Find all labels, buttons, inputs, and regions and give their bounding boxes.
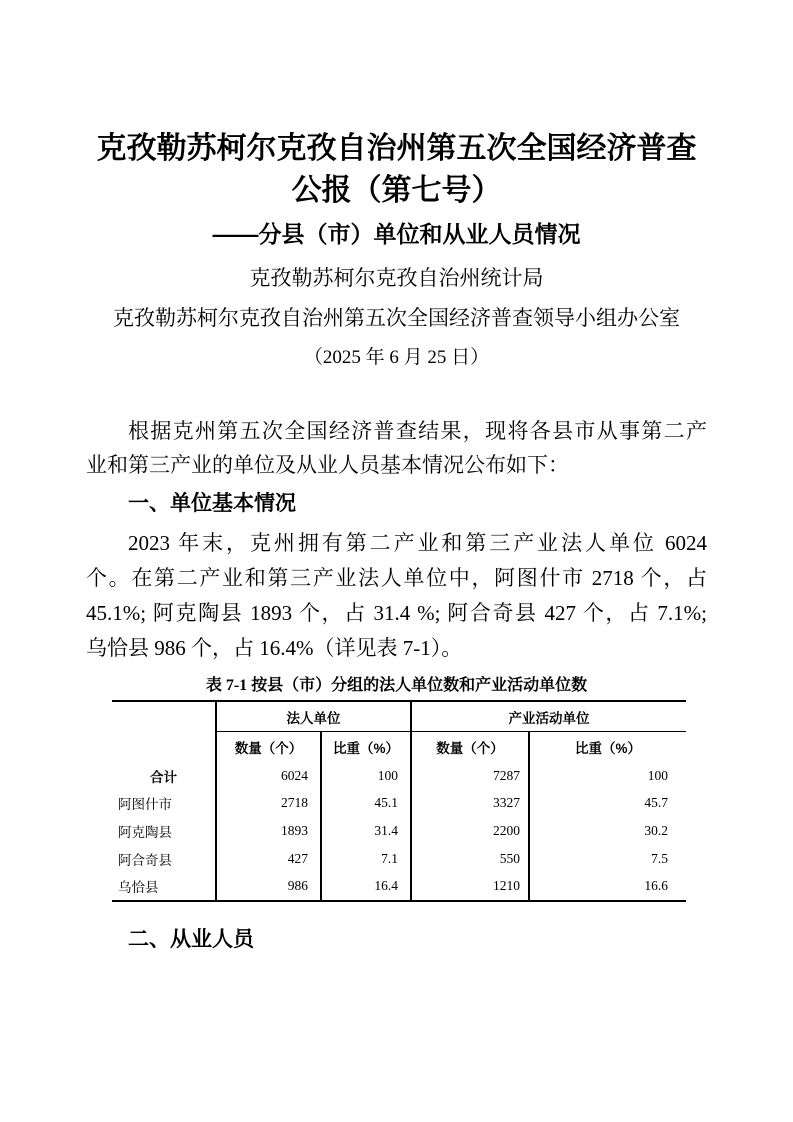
cell-atushi-legal-qty: 2718 (215, 790, 320, 818)
document-title-line-2: 公报（第七号） (291, 174, 502, 207)
group-header-legal-entities: 法人单位 (215, 702, 410, 732)
stats-paragraph-line-2: 个。在第二产业和第三产业法人单位中，阿图什市 2718 个，占 (86, 566, 707, 590)
document-title-line-1: 克孜勒苏柯尔克孜自治州第五次全国经济普查 (96, 132, 697, 165)
cell-atushi-legal-pct: 45.1 (320, 790, 410, 818)
intro-paragraph-line-2: 业和第三产业的单位及从业人员基本情况公布如下： (86, 453, 569, 477)
intro-paragraph (86, 414, 707, 482)
column-header-percent-2: 比重（%） (528, 732, 686, 762)
census-table (112, 700, 686, 902)
cell-atushi-activity-qty: 3327 (410, 790, 528, 818)
cell-aheqi-legal-qty: 427 (215, 845, 320, 873)
document-subtitle: ——分县（市）单位和从业人员情况 (212, 221, 581, 247)
section-heading-employees: 二、从业人员 (128, 927, 254, 951)
cell-aketao-activity-qty: 2200 (410, 817, 528, 845)
cell-aheqi-legal-pct: 7.1 (320, 845, 410, 873)
issuing-org-census-office: 克孜勒苏柯尔克孜自治州第五次全国经济普查领导小组办公室 (113, 306, 680, 330)
stats-paragraph-line-4: 乌恰县 986 个，占 16.4%（详见表 7-1）。 (86, 636, 463, 660)
column-header-percent-1: 比重（%） (320, 732, 410, 762)
cell-wuqia-activity-qty: 1210 (410, 872, 528, 900)
table-title: 表 7-1 按县（市）分组的法人单位数和产业活动单位数 (205, 677, 588, 694)
publish-date: （2025 年 6 月 25 日） (303, 347, 490, 368)
cell-total-activity-pct: 100 (528, 762, 686, 790)
column-header-quantity-2: 数量（个） (410, 732, 528, 762)
row-label-wuqia: 乌恰县 (118, 880, 159, 896)
intro-paragraph-line-1: 根据克州第五次全国经济普查结果，现将各县市从事第二产 (128, 419, 707, 443)
cell-wuqia-legal-qty: 986 (215, 872, 320, 900)
row-label-total: 合计 (150, 769, 177, 785)
cell-total-activity-qty: 7287 (410, 762, 528, 790)
cell-aheqi-activity-pct: 7.5 (528, 845, 686, 873)
document-title (86, 128, 707, 212)
cell-aketao-legal-pct: 31.4 (320, 817, 410, 845)
cell-wuqia-activity-pct: 16.6 (528, 872, 686, 900)
row-label-atushi: 阿图什市 (118, 797, 172, 813)
group-header-industrial-activity-units: 产业活动单位 (410, 702, 686, 732)
stats-paragraph-line-1: 2023 年末，克州拥有第二产业和第三产业法人单位 6024 (128, 531, 707, 555)
cell-aketao-legal-qty: 1893 (215, 817, 320, 845)
stats-paragraph-line-3: 45.1%; 阿克陶县 1893 个，占 31.4 %; 阿合奇县 427 个，占 7.1%; (86, 601, 707, 625)
issuing-org-statistics-bureau: 克孜勒苏柯尔克孜自治州统计局 (249, 266, 544, 290)
cell-total-legal-qty: 6024 (215, 762, 320, 790)
row-label-aheqi: 阿合奇县 (118, 852, 172, 868)
cell-wuqia-legal-pct: 16.4 (320, 872, 410, 900)
cell-atushi-activity-pct: 45.7 (528, 790, 686, 818)
section-heading-units: 一、单位基本情况 (128, 492, 296, 515)
row-label-aketao: 阿克陶县 (118, 824, 172, 840)
stats-paragraph (86, 526, 707, 666)
column-header-quantity-1: 数量（个） (215, 732, 320, 762)
table-stub-cell (112, 702, 215, 762)
cell-total-legal-pct: 100 (320, 762, 410, 790)
cell-aheqi-activity-qty: 550 (410, 845, 528, 873)
cell-aketao-activity-pct: 30.2 (528, 817, 686, 845)
